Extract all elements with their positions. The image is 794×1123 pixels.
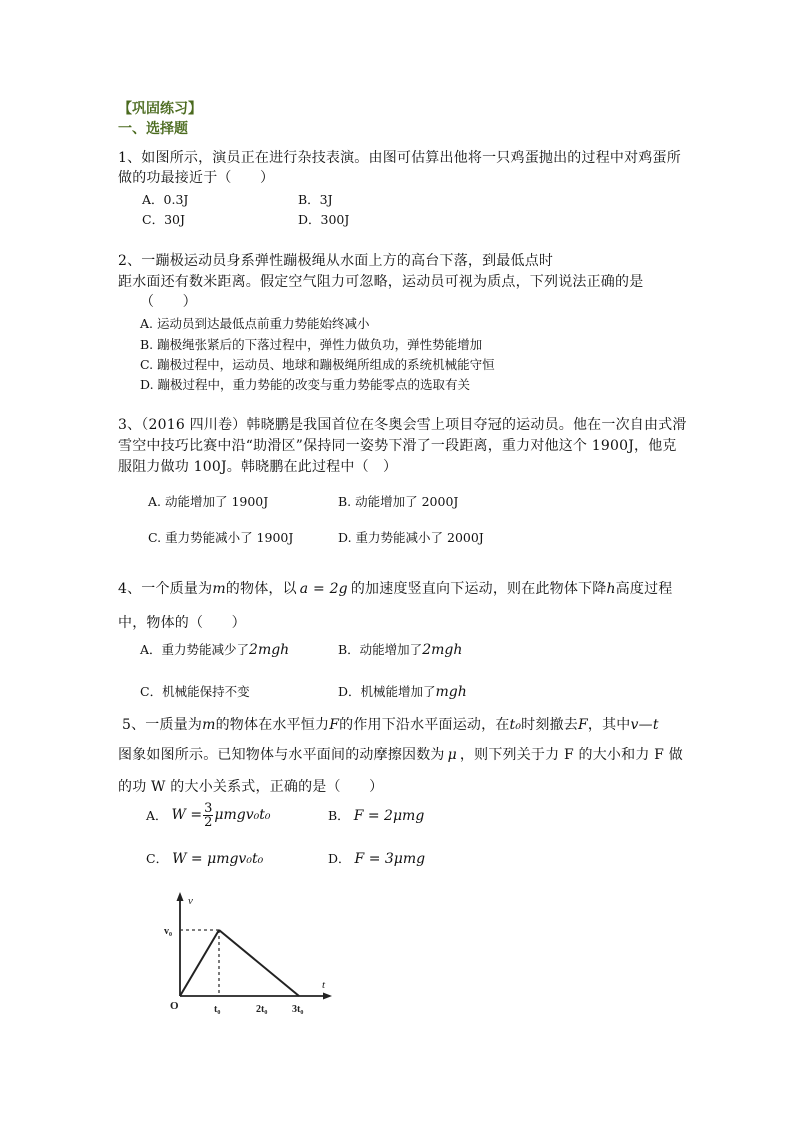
q5-option-c-label: C． — [146, 851, 169, 866]
q3-option-b: B. 动能增加了 2000J — [338, 494, 459, 509]
tick-3t0-label: 3t₀ — [292, 1004, 304, 1015]
q5-option-a — [146, 797, 271, 833]
q5-stem-line1 — [122, 714, 659, 734]
q1-stem-line1: 1、如图所示，演员正在进行杂技表演。由图可估算出他将一只鸡蛋抛出的过程中对鸡蛋所 — [118, 150, 681, 166]
q2-option-c: C. 蹦极过程中，运动员、地球和蹦极绳所组成的系统机械能守恒 — [140, 357, 495, 372]
q4-option-d-text: D．机械能增加了 — [338, 684, 436, 699]
q4-text-a: 4、一个质量为 — [118, 581, 213, 597]
q5-var-F: F — [329, 717, 340, 733]
q4-text-b: 的物体，以 — [225, 581, 297, 597]
q4-var-h: h — [606, 581, 616, 597]
q4-option-b — [338, 640, 462, 658]
q1-option-d: D．300J — [298, 212, 350, 227]
q3-stem-line3: 服阻力做功 100J。韩晓鹏在此过程中（ ） — [118, 459, 398, 475]
tick-2t0-label: 2t₀ — [256, 1004, 268, 1015]
q4-text-d: 高度过程 — [615, 581, 673, 597]
q5-stem-line3: 的功 W 的大小关系式，正确的是（ ） — [118, 779, 384, 795]
q4-option-b-math: 2mgh — [422, 642, 463, 658]
q4-option-a-math: 2mgh — [249, 642, 290, 658]
origin-label: O — [170, 1000, 179, 1012]
velocity-time-graph — [160, 888, 340, 1024]
v-axis-label: v — [188, 895, 193, 907]
q4-option-a — [140, 640, 289, 658]
q1-stem-line2: 做的功最接近于（ ） — [118, 170, 275, 186]
q5-text-d: 时刻撤去 — [521, 717, 578, 733]
q5-option-a-label: A． — [146, 808, 168, 823]
q1-option-b: B．3J — [298, 192, 333, 207]
q3-option-c: C. 重力势能减小了 1900J — [148, 530, 294, 545]
q5-text-f: 图象如图所示。已知物体与水平面间的动摩擦因数为 — [118, 747, 445, 763]
q5-option-a-lhs: W = — [171, 807, 203, 823]
q4-stem-line1 — [118, 578, 672, 598]
q5-text-b: 的物体在水平恒力 — [215, 717, 330, 733]
q5-var-m: m — [202, 717, 216, 733]
q2-stem-line2: 距水面还有数米距离。假定空气阻力可忽略，运动员可视为质点，下列说法正确的是 — [118, 274, 644, 290]
q5-text-e: ，其中 — [587, 717, 631, 733]
q3-option-a: A. 动能增加了 1900J — [148, 494, 269, 509]
q4-accel: a = 2g — [299, 581, 348, 597]
section-title: 【巩固练习】 — [118, 101, 202, 117]
q3-stem-line2: 雪空中技巧比赛中沿“助滑区”保持同一姿势下滑了一段距离，重力对他这个 1900J，他克 — [118, 438, 677, 454]
q5-option-d-label: D． — [328, 851, 351, 866]
q2-stem-line1: 2、一蹦极运动员身系弹性蹦极绳从水面上方的高台下落，到最低点时 — [118, 253, 554, 269]
q5-option-b — [328, 806, 424, 824]
q5-var-mu: μ — [447, 747, 457, 763]
fraction-denominator: 2 — [204, 814, 213, 830]
q5-text-a: 5、一质量为 — [122, 717, 203, 733]
q1-option-c: C．30J — [142, 212, 185, 227]
q2-option-a: A. 运动员到达最低点前重力势能始终减小 — [140, 316, 370, 331]
q5-var-t0: t₀ — [509, 717, 522, 733]
q5-option-d — [328, 849, 425, 867]
q2-stem-line3: （ ） — [140, 294, 197, 310]
fraction-numerator: 3 — [204, 800, 213, 816]
q4-option-b-text: B．动能增加了 — [338, 642, 423, 657]
q5-option-b-label: B． — [328, 808, 350, 823]
q4-stem-line2: 中，物体的（ ） — [118, 615, 246, 631]
q4-var-m: m — [212, 581, 226, 597]
q3-option-d: D. 重力势能减小了 2000J — [338, 530, 484, 545]
v0-label: v₀ — [164, 926, 172, 937]
q2-option-d: D. 蹦极过程中，重力势能的改变与重力势能零点的选取有关 — [140, 377, 471, 392]
q4-text-c: 的加速度竖直向下运动，则在此物体下降 — [350, 581, 607, 597]
q5-text-g: ，则下列关于力 F 的大小和力 F 做 — [459, 747, 683, 763]
t-axis-label: t — [322, 979, 326, 991]
q5-option-b-math: F = 2μmg — [353, 808, 425, 824]
q5-text-c: 的作用下沿水平面运动，在 — [339, 717, 510, 733]
q5-var-F2: F — [577, 717, 588, 733]
q2-option-b: B. 蹦极绳张紧后的下落过程中，弹性力做负功，弹性势能增加 — [140, 337, 483, 352]
q5-option-c-math: W = μmgv₀t₀ — [172, 851, 264, 867]
q4-option-d — [338, 682, 467, 700]
q5-option-c — [146, 849, 263, 867]
section-subtitle: 一、选择题 — [118, 121, 188, 137]
q5-option-a-rhs: μmgv₀t₀ — [214, 807, 271, 823]
q4-option-c: C．机械能保持不变 — [140, 684, 250, 699]
q5-vt-label: v—t — [630, 717, 659, 733]
q5-stem-line2 — [118, 744, 683, 764]
deceleration-segment — [219, 930, 299, 996]
q4-option-d-math: mgh — [435, 684, 467, 700]
q1-option-a: A．0.3J — [142, 192, 189, 207]
t-axis-arrow-icon — [323, 993, 332, 1000]
q5-option-d-math: F = 3μmg — [354, 851, 426, 867]
q3-stem-line1: 3、（2016 四川卷）韩晓鹏是我国首位在冬奥会雪上项目夺冠的运动员。他在一次自由式滑 — [118, 417, 687, 433]
q5-option-a-fraction — [203, 802, 213, 829]
q4-option-a-text: A．重力势能减少了 — [140, 642, 250, 657]
tick-t0-label: t₀ — [214, 1004, 221, 1015]
v-axis-arrow-icon — [177, 892, 184, 901]
acceleration-segment — [180, 930, 219, 996]
